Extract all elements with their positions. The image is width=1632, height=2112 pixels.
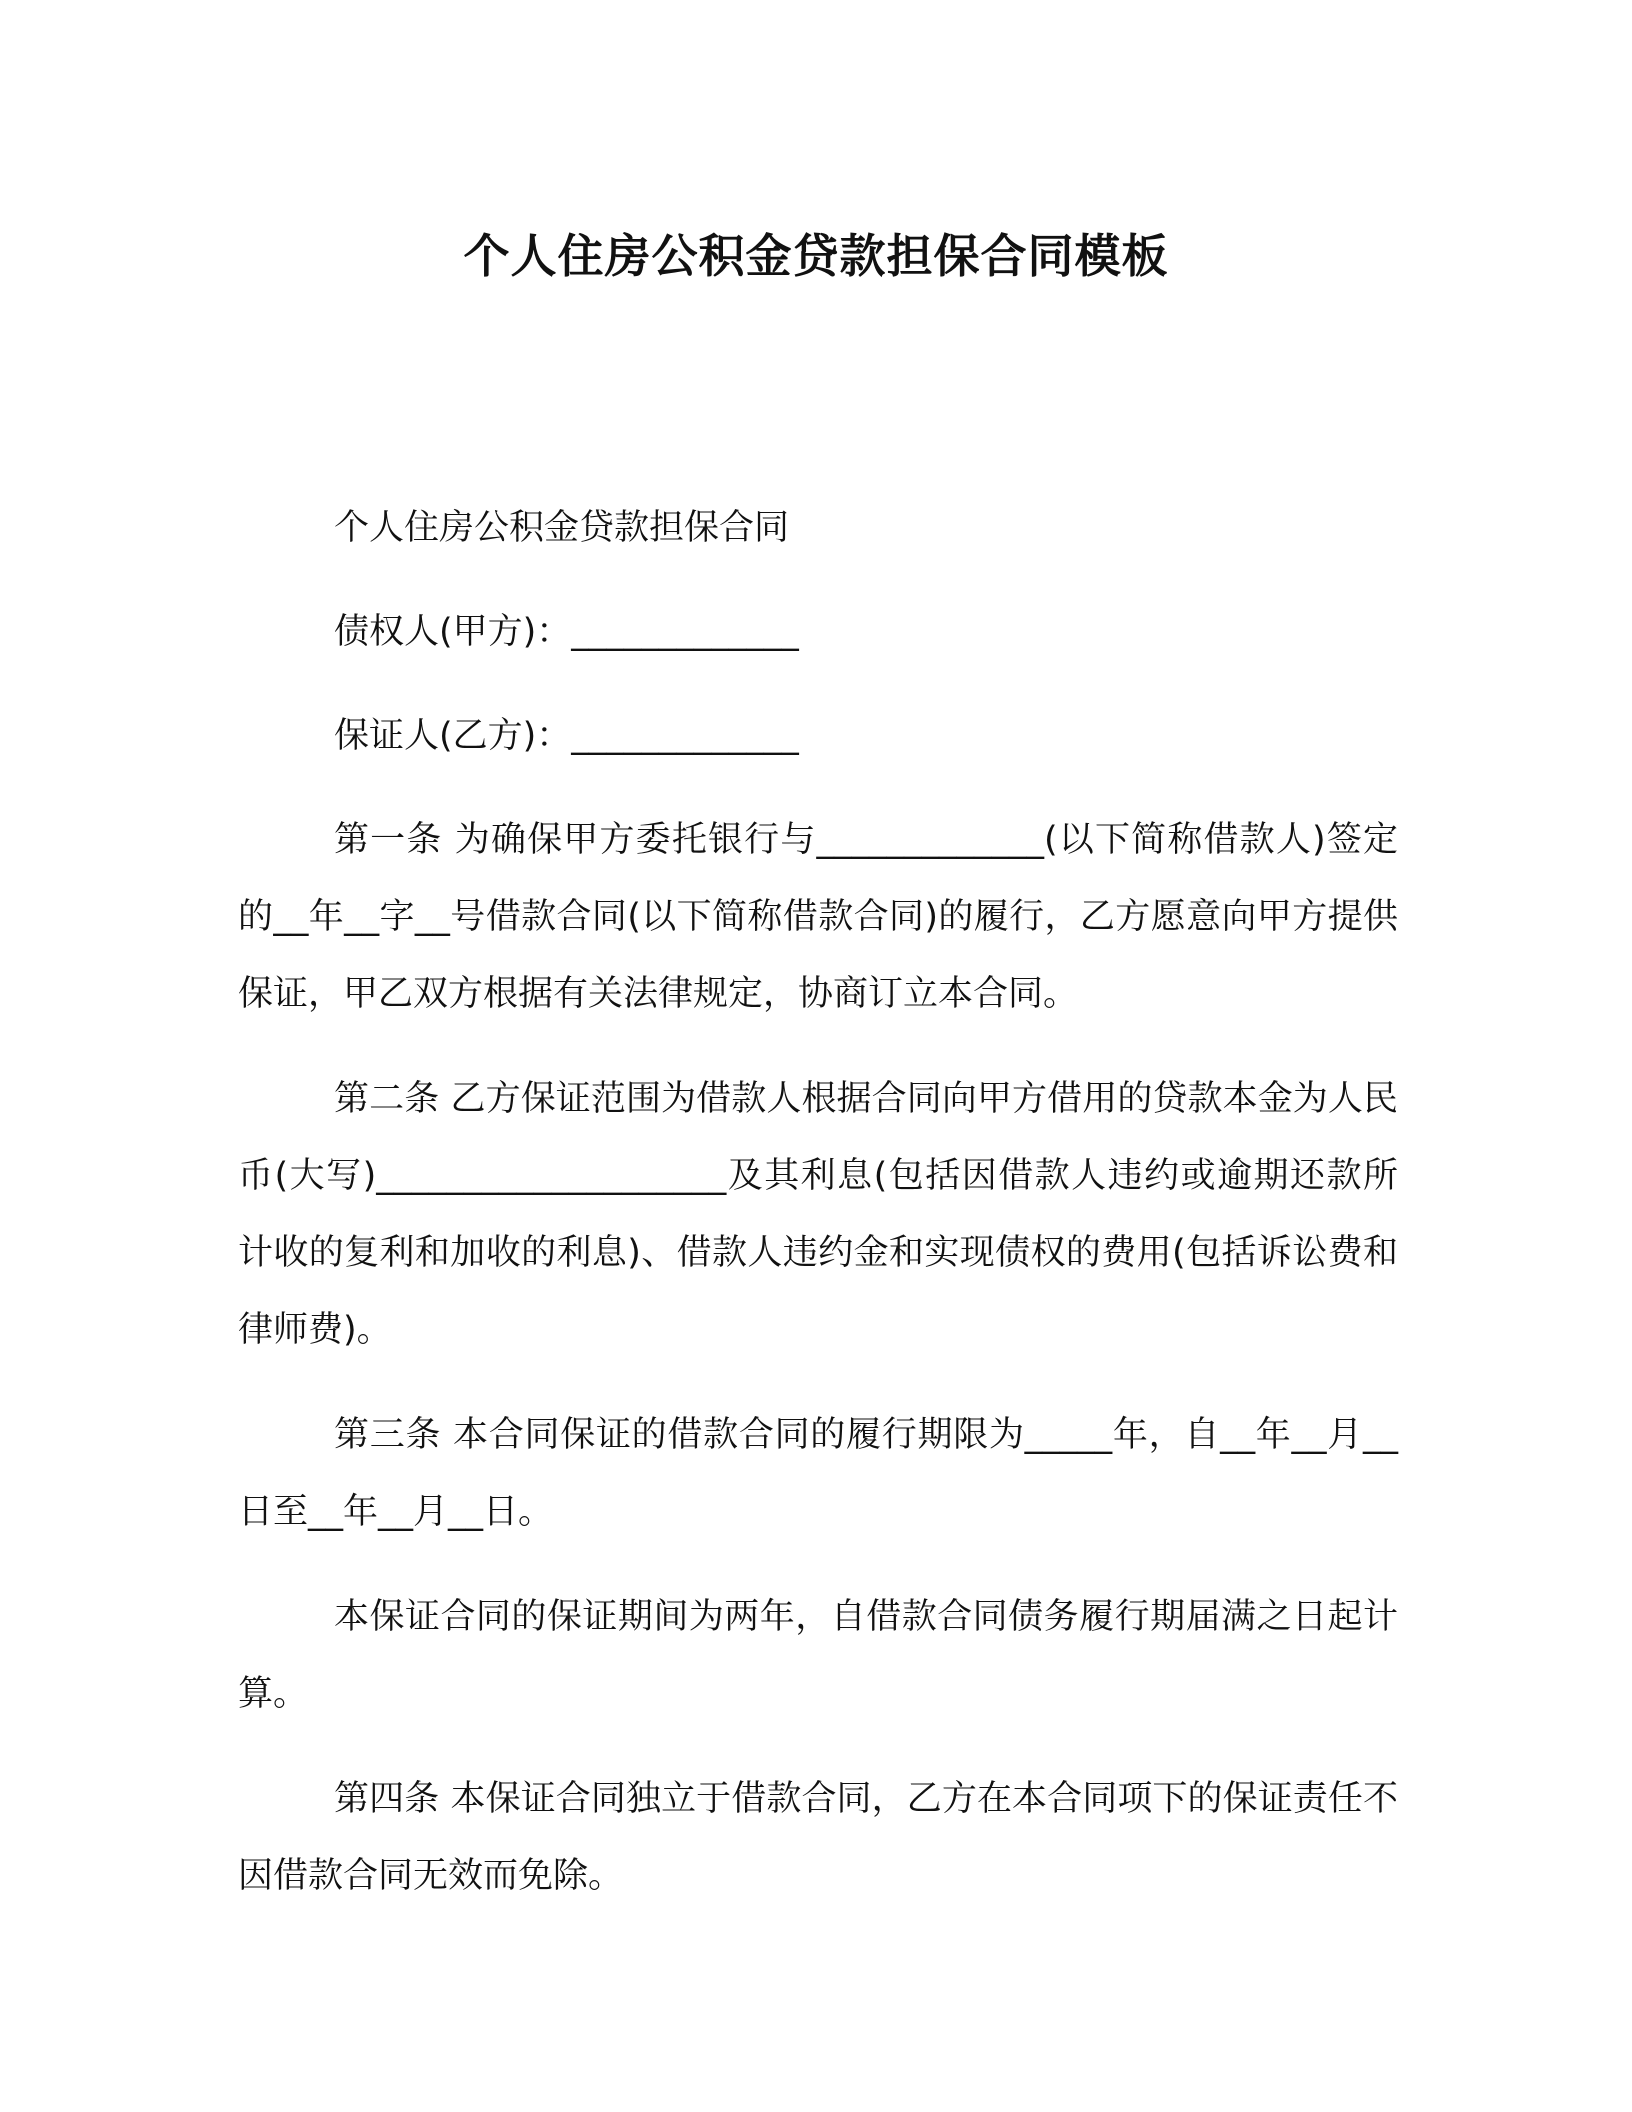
creditor-line: 债权人(甲方)：_____________ <box>334 612 799 652</box>
article-4: 第四条 本保证合同独立于借款合同，乙方在本合同项下的保证责任不因借款合同无效而免除。 <box>238 1779 1398 1896</box>
article-1: 第一条 为确保甲方委托银行与_____________(以下简称借款人)签定的__年__字__号借款合同(以下简称借款合同)的履行，乙方愿意向甲方提供保证，甲乙双方根据有关法律规定，协商订立本合同。 <box>238 820 1398 1014</box>
guarantor-line: 保证人(乙方)：_____________ <box>334 716 799 756</box>
article-3: 第三条 本合同保证的借款合同的履行期限为_____年，自__年__月__日至__年__月__日。 <box>238 1415 1398 1532</box>
contract-subtitle: 个人住房公积金贷款担保合同 <box>334 508 790 548</box>
guarantee-period: 本保证合同的保证期间为两年，自借款合同债务履行期届满之日起计算。 <box>238 1597 1398 1714</box>
article-2: 第二条 乙方保证范围为借款人根据合同向甲方借用的贷款本金为人民币(大写)____________________及其利息(包括因借款人违约或逾期还款所计收的复利和加收的利息)、借款人违约金和实现债权的费用(包括诉讼费和律师费)。 <box>238 1079 1398 1350</box>
document-body <box>238 490 1398 1943</box>
document-title: 个人住房公积金贷款担保合同模板 <box>463 229 1169 283</box>
